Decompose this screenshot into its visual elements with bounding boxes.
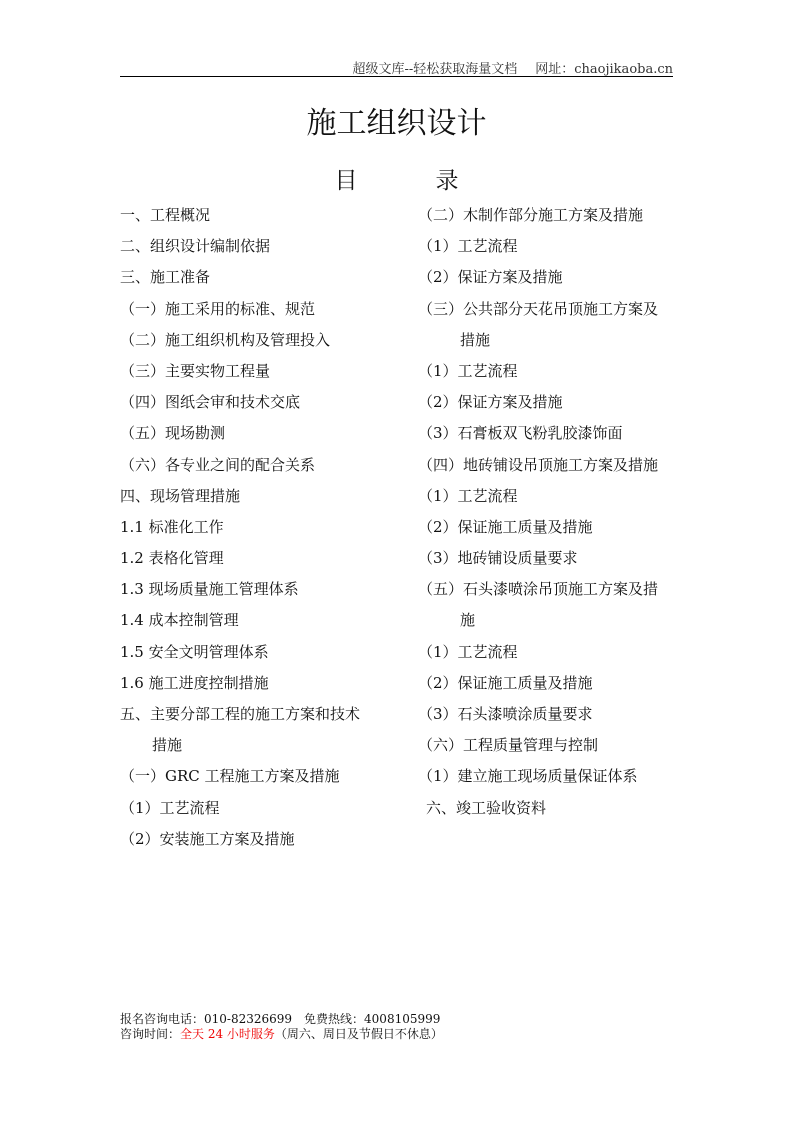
toc-entry: 一、工程概况 — [120, 206, 211, 224]
hours-label: 咨询时间： — [120, 1027, 181, 1041]
toc-entry: 四、现场管理措施 — [120, 486, 241, 505]
page-footer — [120, 1012, 443, 1042]
toc-entry: 1.1 标准化工作 — [120, 517, 224, 536]
toc-entry: 五、主要分部工程的施工方案和技术 — [120, 705, 361, 723]
toc-heading-char: 录 — [435, 168, 459, 194]
toc-entry: （1）工艺流程 — [418, 361, 518, 380]
toc-entry: （2）保证方案及措施 — [418, 393, 563, 412]
toc-entry: 1.4 成本控制管理 — [120, 611, 239, 630]
toc-entry: （2）保证施工质量及措施 — [418, 673, 593, 692]
toc-entry: （六）各专业之间的配合关系 — [120, 455, 316, 474]
toc-entry: 二、组织设计编制依据 — [120, 237, 271, 256]
footer-phone: 报名咨询电话：010-82326699 免费热线：4008105999 — [120, 1012, 441, 1026]
toc-entry: （2）保证施工质量及措施 — [418, 517, 593, 536]
toc-entry: （1）工艺流程 — [418, 486, 518, 505]
hours-highlight: 全天 24 小时服务 — [180, 1027, 275, 1041]
toc-entry: 1.2 表格化管理 — [120, 549, 224, 568]
toc-entry: （一）GRC 工程施工方案及措施 — [120, 767, 340, 786]
header-rule — [120, 76, 673, 77]
toc-entry: 1.3 现场质量施工管理体系 — [120, 580, 299, 599]
toc-entry: （三）主要实物工程量 — [120, 361, 271, 380]
footer-hours — [120, 1027, 443, 1042]
toc-entry: （1）工艺流程 — [120, 798, 220, 817]
toc-entry: （2）保证方案及措施 — [418, 268, 563, 287]
toc-entry: （三）公共部分天花吊顶施工方案及 — [418, 299, 659, 318]
toc-entry: 施 — [460, 611, 476, 630]
page-header — [120, 58, 673, 77]
toc-entry: （1）建立施工现场质量保证体系 — [418, 767, 638, 786]
toc-entry: （二）木制作部分施工方案及措施 — [418, 206, 644, 224]
toc-entry: （四）图纸会审和技术交底 — [120, 393, 301, 412]
toc-entry: （3）石头漆喷涂质量要求 — [418, 705, 593, 723]
toc-entry: （五）现场勘测 — [120, 424, 226, 443]
toc-entry: （六）工程质量管理与控制 — [418, 736, 599, 755]
toc-entry: （1）工艺流程 — [418, 237, 518, 256]
toc-entry: （3）地砖铺设质量要求 — [418, 549, 578, 568]
site-url: 网址：chaojikaoba.cn — [535, 62, 673, 77]
document-title: 施工组织设计 — [306, 106, 487, 141]
toc-entry: 六、竣工验收资料 — [426, 798, 547, 817]
toc-left-column — [120, 205, 360, 860]
toc-entry: 措施 — [152, 736, 183, 755]
toc-entry: （3）石膏板双飞粉乳胶漆饰面 — [418, 424, 623, 443]
toc-entry: （一）施工采用的标准、规范 — [120, 299, 316, 318]
toc-heading — [0, 162, 793, 195]
toc-entry: 1.5 安全文明管理体系 — [120, 642, 269, 661]
toc-entry: 措施 — [460, 330, 491, 349]
toc-heading-char: 目 — [334, 168, 358, 194]
toc-entry: （二）施工组织机构及管理投入 — [120, 330, 331, 349]
toc-entry: （五）石头漆喷涂吊顶施工方案及措 — [418, 580, 659, 599]
site-name: 超级文库--轻松获取海量文档 — [352, 62, 518, 77]
toc-entry: （2）安装施工方案及措施 — [120, 829, 295, 848]
toc-right-column — [418, 205, 658, 829]
toc-entry: 三、施工准备 — [120, 268, 211, 287]
toc-entry: （四）地砖铺设吊顶施工方案及措施 — [418, 455, 659, 474]
toc-entry: （1）工艺流程 — [418, 642, 518, 661]
toc-entry: 1.6 施工进度控制措施 — [120, 673, 269, 692]
hours-note: （周六、周日及节假日不休息） — [274, 1027, 443, 1041]
